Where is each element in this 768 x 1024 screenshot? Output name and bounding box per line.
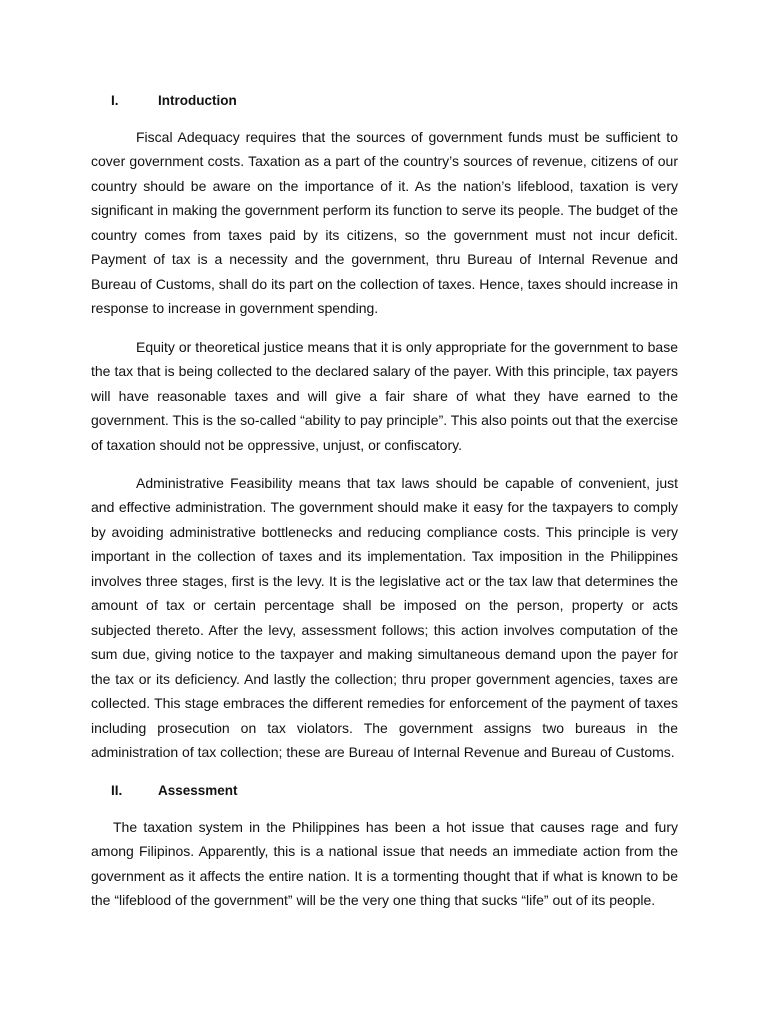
paragraph-assessment: The taxation system in the Philippines has been a hot issue that causes rage and fury among Filipinos. Apparently, this is a national issue that needs an immediate action from the government as it affects the entire nation. It is a tormenting thought that if what is known to be the “lifeblood of the government” will be the very one thing that sucks “life” out of its people. xyxy=(91,819,678,909)
paragraph-administrative-feasibility: Administrative Feasibility means that tax laws should be capable of convenient, just and effective administration. The government should make it easy for the taxpayers to comply by avoiding administrative bottlenecks and reducing compliance costs. This principle is very important in the collection of taxes and its implementation. Tax imposition in the Philippines involves three stages, first is the levy. It is the legislative act or the tax law that determines the amount of tax or certain percentage shall be imposed on the person, property or acts subjected thereto. After the levy, assessment follows; this action involves computation of the sum due, giving notice to the taxpayer and making simultaneous demand upon the payer for the tax or its deficiency. And lastly the collection; thru proper government agencies, taxes are collected. This stage embraces the different remedies for enforcement of the payment of taxes including prosecution on tax violators. The government assigns two bureaus in the administration of tax collection; these are Bureau of Internal Revenue and Bureau of Customs. xyxy=(91,475,678,760)
paragraph-equity: Equity or theoretical justice means that it is only appropriate for the government to base the tax that is being collected to the declared salary of the payer. With this principle, tax payers will have reasonable taxes and will give a fair share of what they have earned to the government. This is the so-called “ability to pay principle”. This also points out that the exercise of taxation should not be oppressive, unjust, or confiscatory. xyxy=(91,339,678,453)
section-number: I. xyxy=(111,93,119,108)
section-heading-assessment xyxy=(111,783,238,799)
section-title: Assessment xyxy=(158,783,238,798)
section-title: Introduction xyxy=(158,93,237,108)
paragraph-fiscal-adequacy: Fiscal Adequacy requires that the sources of government funds must be sufficient to cover government costs. Taxation as a part of the country’s sources of revenue, citizens of our country should be aware on the importance of it. As the nation’s lifeblood, taxation is very significant in making the government perform its function to serve its people. The budget of the country comes from taxes paid by its citizens, so the government must not incur deficit. Payment of tax is a necessity and the government, thru Bureau of Internal Revenue and Bureau of Customs, shall do its part on the collection of taxes. Hence, taxes should increase in response to increase in government spending. xyxy=(91,129,678,317)
section-number: II. xyxy=(111,783,123,798)
section-heading-introduction xyxy=(111,93,237,109)
